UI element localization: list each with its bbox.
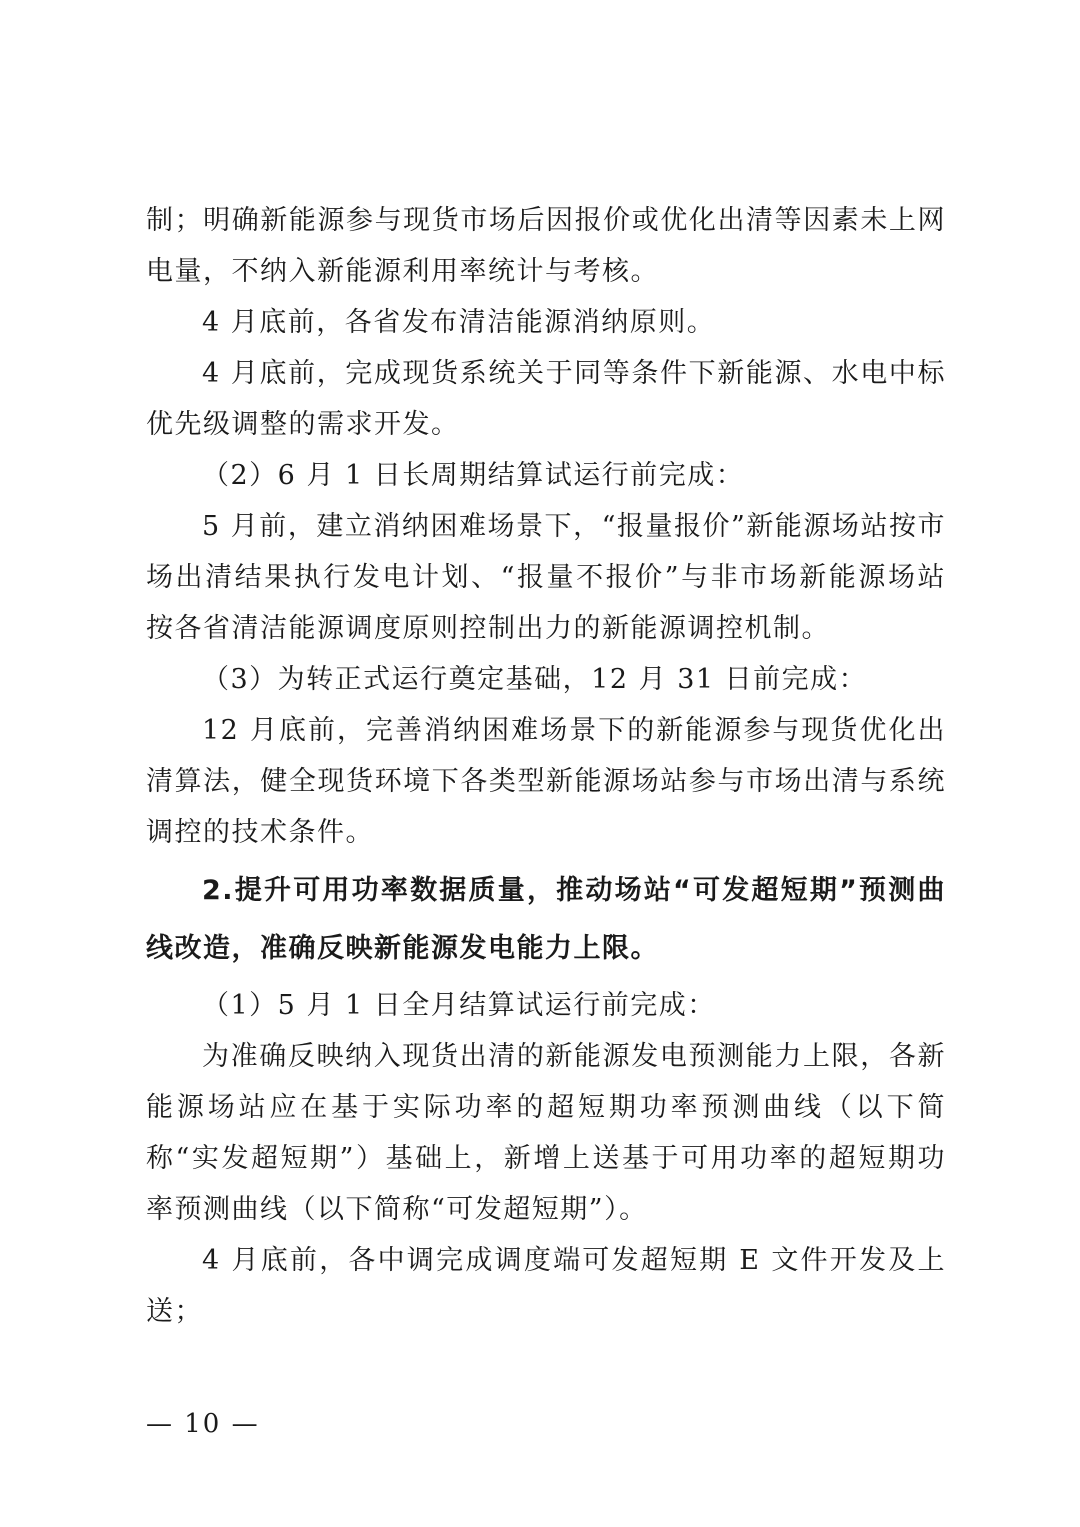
- subheading-formal-operation: （3）为转正式运行奠定基础，12 月 31 日前完成：: [202, 664, 868, 695]
- paragraph-continuation: 制；明确新能源参与现货市场后因报价或优化出清等因素未上网电量，不纳入新能源利用率统计与考核。: [146, 205, 946, 287]
- subheading-june-trial: （2）6 月 1 日长周期结算试运行前完成：: [202, 460, 745, 491]
- paragraph-april-principles: 4 月底前，各省发布清洁能源消纳原则。: [202, 307, 716, 338]
- paragraph-forecast-curve: 为准确反映纳入现货出清的新能源发电预测能力上限，各新能源场站应在基于实际功率的超短期功率预测曲线（以下简称“实发超短期”）基础上，新增上送基于可用功率的超短期功率预测曲线（以下简称“可发超短期”）。: [146, 1041, 946, 1225]
- paragraph-may-mechanism: 5 月前，建立消纳困难场景下，“报量报价”新能源场站按市场出清结果执行发电计划、“报量不报价”与非市场新能源场站按各省清洁能源调度原则控制出力的新能源调控机制。: [146, 511, 946, 644]
- paragraph-april-e-file: 4 月底前，各中调完成调度端可发超短期 E 文件开发及上送；: [146, 1245, 946, 1327]
- paragraph-april-system-dev: 4 月底前，完成现货系统关于同等条件下新能源、水电中标优先级调整的需求开发。: [146, 358, 946, 440]
- document-body: [146, 195, 946, 1337]
- page-number: — 10 —: [146, 1409, 260, 1439]
- section-heading-available-power: 2.提升可用功率数据质量，推动场站“可发超短期”预测曲线改造，准确反映新能源发电能力上限。: [146, 875, 946, 964]
- subheading-may-trial: （1）5 月 1 日全月结算试运行前完成：: [202, 990, 716, 1021]
- paragraph-december-algorithm: 12 月底前，完善消纳困难场景下的新能源参与现货优化出清算法，健全现货环境下各类型新能源场站参与市场出清与系统调控的技术条件。: [146, 715, 946, 848]
